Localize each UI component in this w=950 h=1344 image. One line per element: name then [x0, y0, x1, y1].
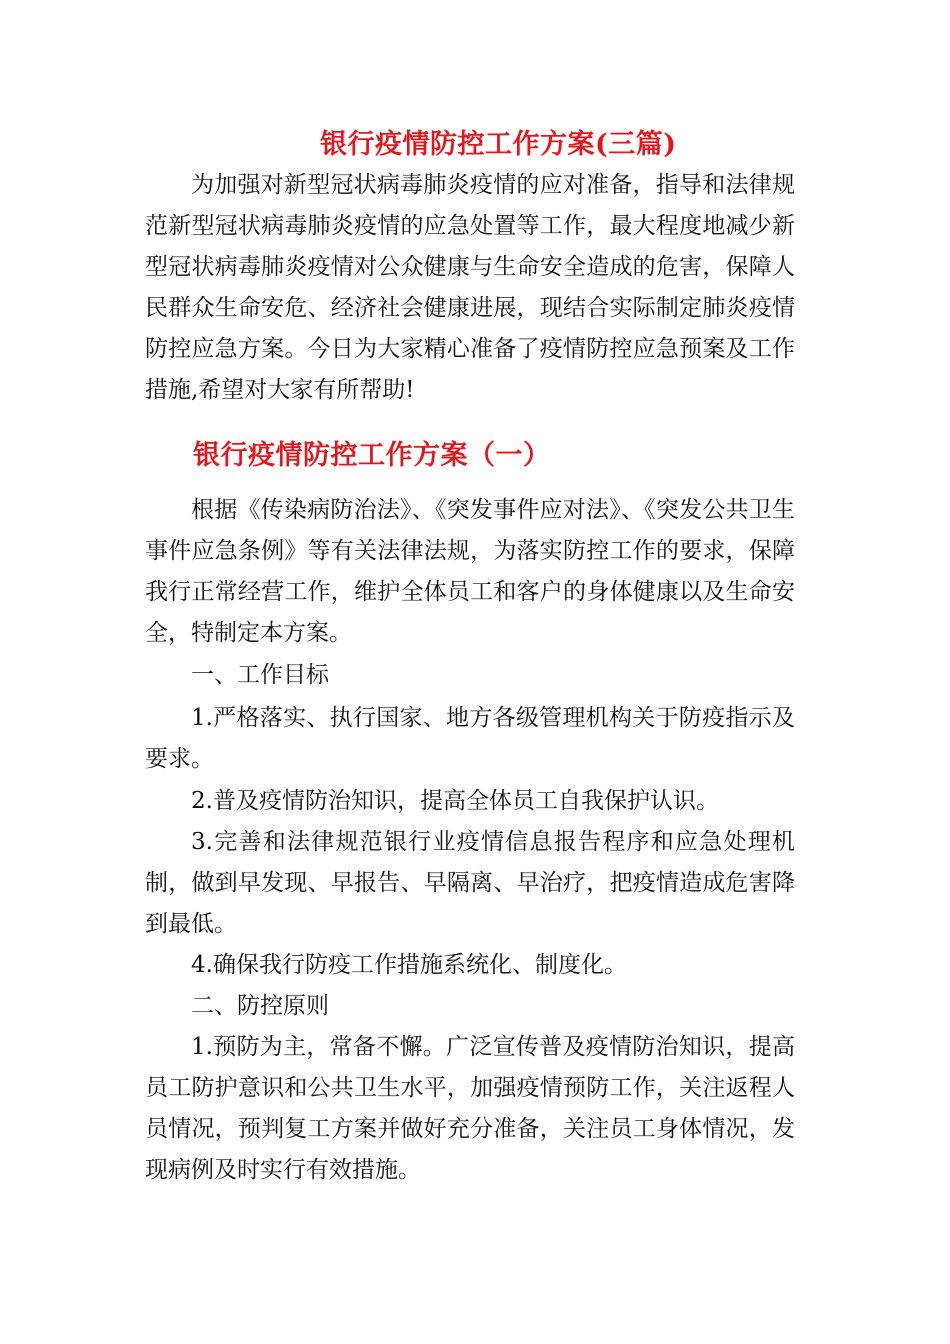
document-title: 银行疫情防控工作方案(三篇)	[320, 129, 677, 160]
section-title: 银行疫情防控工作方案（一）	[193, 440, 551, 471]
goal-item: 4.确保我行防疫工作措施系统化、制度化。	[191, 952, 627, 978]
principle-item: 1.预防为主，常备不懈。广泛宣传普及疫情防治知识，提高员工防护意识和公共卫生水平，加强疫情预防工作，关注返程人员情况，预判复工方案并做好充分准备，关注员工身体情况，发现病例及时实行有效措施。	[145, 1034, 795, 1183]
heading-work-goals: 一、工作目标	[191, 662, 329, 688]
heading-principles: 二、防控原则	[191, 993, 329, 1019]
goal-item: 2.普及疫情防治知识，提高全体员工自我保护认识。	[191, 788, 719, 814]
goal-item: 1.严格落实、执行国家、地方各级管理机构关于防疫指示及要求。	[145, 705, 795, 772]
intro-paragraph: 为加强对新型冠状病毒肺炎疫情的应对准备，指导和法律规范新型冠状病毒肺炎疫情的应急处置等工作，最大程度地减少新型冠状病毒肺炎疫情对公众健康与生命安全造成的危害，保障人民群众生命安危、经济社会健康进展，现结合实际制定肺炎疫情防控应急方案。今日为大家精心准备了疫情防控应急预案及工作措施,希望对大家有所帮助!	[145, 172, 795, 403]
basis-paragraph: 根据《传染病防治法》、《突发事件应对法》、《突发公共卫生事件应急条例》等有关法律法规，为落实防控工作的要求，保障我行正常经营工作，维护全体员工和客户的身体健康以及生命安全，特制定本方案。	[145, 497, 795, 646]
goal-item: 3.完善和法律规范银行业疫情信息报告程序和应急处理机制，做到早发现、早报告、早隔离、早治疗，把疫情造成危害降到最低。	[145, 829, 795, 937]
